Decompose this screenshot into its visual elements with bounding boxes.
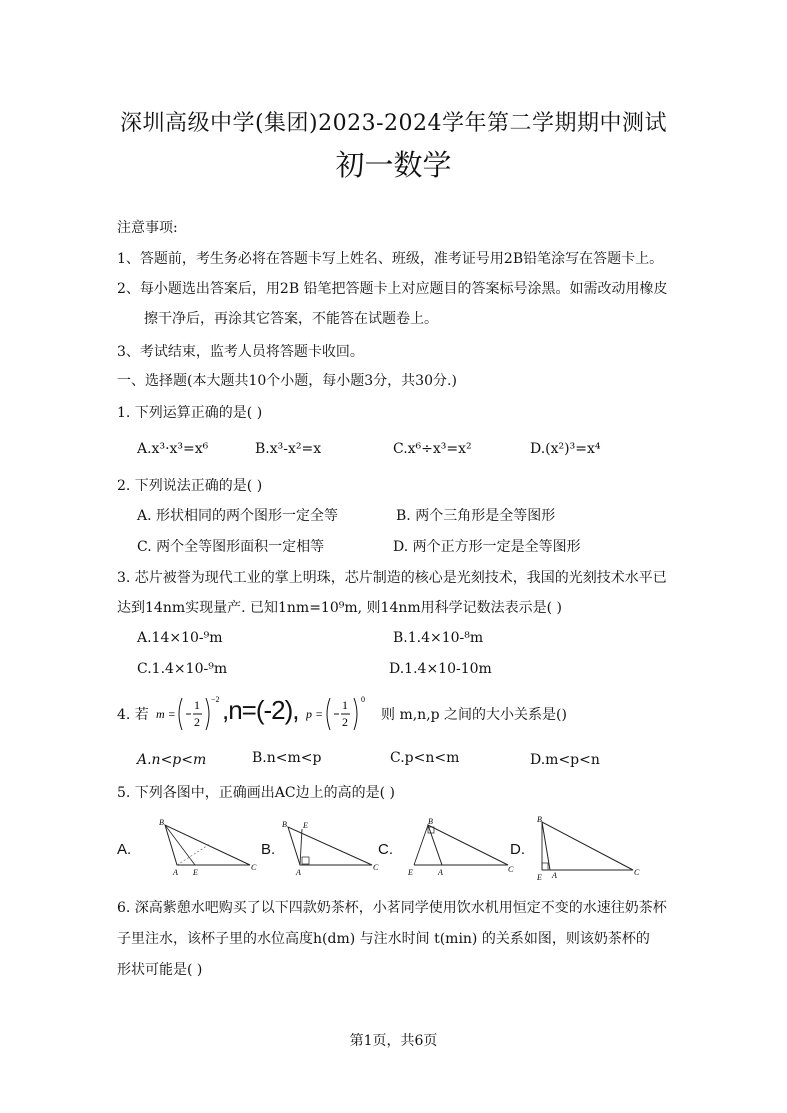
q1-option-b: B.x³-x²=x	[255, 441, 322, 457]
q2-option-a: A. 形状相同的两个图形一定全等	[137, 508, 339, 524]
q4-m-fraction-denominator: 2	[194, 715, 200, 729]
q4-m-expression	[156, 692, 228, 736]
q3-stem-line-2: 达到14nm实现量产. 已知1nm=10⁹m, 则14nm用科学记数法表示是( )	[117, 600, 563, 616]
q4-p-right-paren	[354, 698, 357, 730]
q4-p-left-paren	[327, 698, 330, 730]
q5-figure-d	[530, 812, 645, 882]
q5-b-point-a: A	[296, 868, 301, 877]
notice-item-2-line-2: 擦干净后，再涂其它答案，不能答在试题卷上。	[144, 311, 438, 327]
q5-a-point-c: C	[251, 863, 257, 872]
q5-figure-b	[280, 815, 380, 877]
exam-subject-title: 初一数学	[335, 148, 452, 182]
q5-c-point-a: A	[438, 868, 443, 877]
q1-option-c: C.x⁶÷x³=x²	[393, 441, 472, 457]
q1-stem: 1. 下列运算正确的是( )	[117, 405, 263, 421]
q5-b-right-angle-mark	[302, 857, 309, 864]
q6-stem-line-2: 子里注水，该杯子里的水位高度h(dm) 与注水时间 t(min) 的关系如图，则该奶茶杯的	[117, 931, 650, 947]
q5-label-b: B.	[261, 841, 276, 858]
q5-label-d: D.	[510, 841, 525, 858]
section-1-heading: 一、选择题(本大题共10个小题，每小题3分，共30分.)	[117, 373, 457, 389]
q5-d-point-b: B	[537, 815, 542, 824]
q4-option-d: D.m<p<n	[530, 752, 600, 768]
q4-p-fraction-denominator: 2	[342, 715, 348, 729]
q2-option-d: D. 两个正方形一定是全等图形	[393, 539, 581, 555]
q3-option-b: B.1.4×10-⁸m	[393, 630, 484, 646]
q5-stem: 5. 下列各图中，正确画出AC边上的高的是( )	[117, 785, 396, 801]
exam-school-title: 深圳高级中学(集团)2023-2024学年第二学期期中测试	[119, 111, 668, 136]
q5-d-point-c: C	[634, 868, 640, 877]
q4-m-right-paren	[206, 698, 209, 730]
q5-b-point-c: C	[373, 863, 379, 872]
q5-a-point-b: B	[159, 818, 164, 827]
q5-a-point-a: A	[173, 868, 178, 877]
q4-p-exponent: 0	[361, 695, 365, 704]
q5-figure-a	[155, 815, 260, 877]
q5-c-point-b: B	[428, 817, 433, 826]
notice-heading: 注意事项:	[117, 220, 178, 236]
q5-label-a: A.	[117, 841, 132, 858]
q5-d-triangle	[542, 822, 633, 870]
q4-prefix: 4. 若	[117, 707, 149, 723]
q2-option-c: C. 两个全等图形面积一定相等	[137, 539, 325, 555]
q6-stem-line-3: 形状可能是( )	[117, 962, 203, 978]
q4-option-a: A.n<p<m	[137, 752, 207, 768]
q2-stem: 2. 下列说法正确的是( )	[117, 478, 263, 494]
q4-option-b: B.n<m<p	[252, 750, 322, 766]
q5-c-point-e: E	[408, 868, 413, 877]
q4-option-c: C.p<n<m	[390, 750, 460, 766]
q3-option-c: C.1.4×10-⁹m	[137, 661, 228, 677]
page-footer: 第1页，共6页	[349, 1033, 438, 1049]
q6-stem-line-1: 6. 深高紫憩水吧购买了以下四款奶茶杯，小茗同学使用饮水机用恒定不变的水速往奶茶杯	[117, 900, 667, 916]
q4-m-left-paren	[179, 698, 182, 730]
q3-option-d: D.1.4×10-10m	[389, 661, 492, 677]
q3-option-a: A.14×10-⁹m	[137, 630, 223, 646]
q5-label-c: C.	[378, 841, 393, 858]
notice-item-2-line-1: 2、每小题选出答案后，用2B 铅笔把答题卡上对应题目的答案标号涂黑。如需改动用橡皮	[117, 281, 668, 297]
q4-m-fraction-numerator: 1	[194, 698, 200, 712]
q4-tail: 则 m,n,p 之间的大小关系是()	[381, 707, 567, 723]
q5-b-point-b: B	[282, 820, 287, 829]
q5-a-segment-be	[165, 825, 195, 865]
notice-item-1: 1、答题前，考生务必将在答题卡写上姓名、班级，准考证号用2B铅笔涂写在答题卡上。	[117, 251, 664, 267]
q1-option-d: D.(x²)³=x⁴	[530, 441, 601, 457]
q4-m-label: m =	[156, 707, 176, 721]
q4-p-expression	[306, 692, 374, 736]
q4-p-label: p =	[306, 707, 324, 721]
q5-figure-c	[400, 815, 515, 877]
q5-c-altitude	[414, 825, 428, 865]
q4-m-exponent: −2	[211, 695, 220, 704]
q5-c-triangle	[428, 825, 508, 865]
q5-b-point-e: E	[303, 821, 308, 830]
q4-p-fraction-numerator: 1	[342, 698, 348, 712]
q3-stem-line-1: 3. 芯片被誉为现代工业的掌上明珠，芯片制造的核心是光刻技术，我国的光刻技术水平已	[117, 570, 667, 586]
q5-a-point-e: E	[193, 868, 198, 877]
q4-n-expression: ,n=(-2),	[222, 695, 299, 725]
q5-d-point-e: E	[537, 873, 542, 882]
q5-d-right-angle-mark	[542, 863, 548, 870]
q5-c-point-c: C	[508, 865, 514, 874]
notice-item-3: 3、考试结束，监考人员将答题卡收回。	[117, 344, 364, 360]
q1-option-a: A.x³·x³=x⁶	[137, 441, 209, 457]
q2-option-b: B. 两个三角形是全等图形	[396, 508, 556, 524]
q5-a-triangle	[165, 825, 250, 865]
q5-d-point-a: A	[552, 871, 557, 880]
